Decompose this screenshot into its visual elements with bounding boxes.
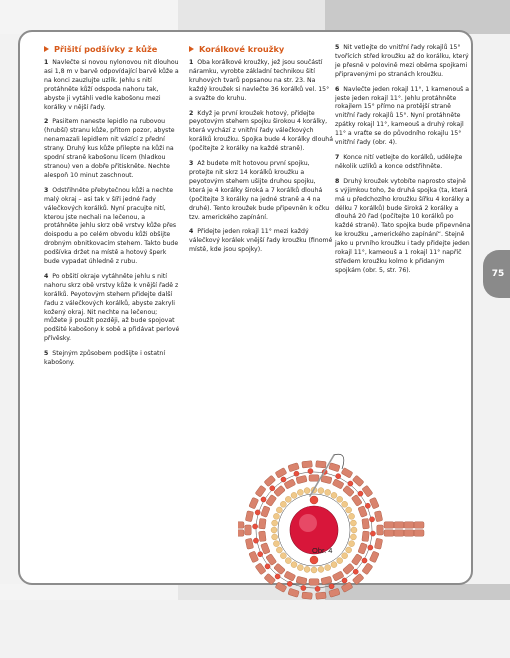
seed-bead-11 <box>294 471 299 476</box>
seed-bead-11 <box>253 524 258 529</box>
seed-bead-15 <box>346 507 352 513</box>
column-left <box>44 44 180 374</box>
cylinder-bead <box>274 563 286 574</box>
cylinder-bead <box>343 485 355 496</box>
seed-bead-15 <box>271 527 277 533</box>
seed-bead-11 <box>348 481 353 486</box>
seed-bead-11 <box>365 503 370 508</box>
seed-bead-11 <box>368 545 373 550</box>
connector-bead <box>404 522 414 528</box>
cylinder-bead <box>284 571 296 581</box>
seed-bead-15 <box>272 534 278 540</box>
seed-bead-11 <box>258 552 263 557</box>
cylinder-bead <box>296 576 307 585</box>
seed-bead-11 <box>261 497 266 502</box>
cylinder-bead <box>245 511 253 522</box>
seed-bead-15 <box>272 520 278 526</box>
cylinder-bead <box>358 543 368 555</box>
seed-bead-11 <box>281 477 286 482</box>
cylinder-bead <box>374 511 382 522</box>
section-heading-lining <box>44 44 180 54</box>
step-text: Druhý kroužek vytobíte naprosto stejně s výjimkou toho, že druhá spojka (ta, která má u předchozího kroužku šířku 4 korálky a délku 7 korálků) bude široká 2 korálky a dlouhá 20 řad (počítejte 10 korálků po každé straně). Tato spojka bude připevněna ke kroužku „amerického zapínání“. Stejně jako u prvního kroužku i tady přidejte jeden rokajl 11°, kameouš a 1 rokajl 11° napříč středem kroužku kolmo k přidaným spojkám (obr. 5, str. 76). <box>335 177 471 274</box>
heading-text: Korálkové kroužky <box>199 44 285 54</box>
instruction-step <box>189 59 333 104</box>
step-number: 2 <box>44 118 49 126</box>
cylinder-bead <box>369 551 379 563</box>
seed-bead-15 <box>351 527 357 533</box>
seed-bead-15 <box>325 489 331 495</box>
connector-bead <box>384 530 394 536</box>
seed-bead-15 <box>349 513 355 519</box>
seed-bead-11 <box>358 491 363 496</box>
seed-bead-11 <box>270 486 275 491</box>
seed-bead-15 <box>346 547 352 553</box>
cylinder-bead <box>362 531 370 542</box>
seed-bead-15 <box>304 566 310 572</box>
cylinder-bead <box>362 485 373 497</box>
seed-bead-15 <box>273 541 279 547</box>
figure-caption: Obr. 4 <box>312 546 333 555</box>
cylinder-bead <box>255 485 266 497</box>
cylinder-bead <box>275 468 287 479</box>
cylinder-bead <box>362 518 370 529</box>
cylinder-bead <box>377 525 383 535</box>
seed-bead-15 <box>297 489 303 495</box>
cylinder-bead <box>329 463 340 472</box>
background-band-top <box>0 0 510 34</box>
seed-bead-15 <box>276 547 282 553</box>
seed-bead-15 <box>280 553 286 559</box>
seed-bead-15 <box>342 501 348 507</box>
step-text: Navlečte jeden rokajl 11°, 1 kamenouš a jeste jeden rokajl 11°. Jehlu protáhněte rokajlem 15° přímo na protější straně vnitřní řady rokajlů 15°. Nyní protáhněte zpátky rokajl 11°, kameouš a druhý rokajl 11° a vraťte se do původního rokajlu 15° vnitřní řady (obr. 4). <box>335 85 470 147</box>
seed-bead-11 <box>275 574 280 579</box>
arrow-bullet-icon <box>44 46 49 52</box>
cylinder-bead <box>249 497 259 509</box>
connector-bead <box>414 530 424 536</box>
seed-bead-15 <box>331 492 337 498</box>
cylinder-bead <box>264 573 276 584</box>
instruction-step <box>44 350 180 368</box>
seed-bead-11 <box>287 581 292 586</box>
cylinder-bead <box>341 468 353 479</box>
cylinder-bead <box>332 479 344 489</box>
cylinder-bead <box>309 579 319 585</box>
connector-bead <box>394 522 404 528</box>
seed-bead-15 <box>337 558 343 564</box>
cylinder-bead <box>321 475 332 484</box>
step-number: 5 <box>44 350 49 358</box>
seed-bead-15 <box>297 565 303 571</box>
step-number: 3 <box>44 186 49 194</box>
seed-bead-15 <box>291 562 297 568</box>
instruction-step <box>189 110 333 155</box>
step-text: Oba korálkové kroužky, jež jsou součástí náramku, vyrobte základní technikou šití kruhových tvarů popsanou na str. 23. Na každý kroužek si navlečte 36 korálků vel. 15° a svažte do kruhu. <box>189 59 330 102</box>
instruction-step <box>189 228 333 255</box>
cylinder-bead <box>374 538 382 549</box>
seed-bead-15 <box>318 488 324 494</box>
page-number-tab: 75 <box>483 250 510 298</box>
step-number: 1 <box>44 59 49 66</box>
seed-bead-11 <box>255 510 260 515</box>
seed-bead-15 <box>285 558 291 564</box>
seed-bead-15 <box>331 562 337 568</box>
seed-bead-11 <box>253 538 258 543</box>
connector-bead <box>384 522 394 528</box>
seed-bead-11 <box>315 586 320 591</box>
seed-bead-11 <box>308 469 313 474</box>
cylinder-bead <box>362 563 373 575</box>
step-text: Pasiitem naneste lepidlo na rubovou (hrubší) stranu kůže, přitom pozor, abyste nenamazali lepidlem nit vázící z přední strany. Druhý kus kůže přilepte na kůži na spodní straně kabošonu lícem (hladkou stranou) ven a dobře přitiskněte. Nechte alespoň 10 minut zaschnout. <box>44 118 175 179</box>
seed-bead-11 <box>329 584 334 589</box>
seed-bead-11 <box>342 578 347 583</box>
center-seed-bead-bottom <box>310 556 318 564</box>
step-text: Až budete mít hotovou první spojku, protejte nit skrz 14 korálků kroužku a peyotovým stehem ušijte druhou spojku, která je 4 korálky široká a 7 korálků dlouhá (počítejte 3 korálky na jedné straně a 4 na druhé). Tento kroužek bude připevněn k očku tzv. amerického zapínání. <box>189 160 330 221</box>
step-text: Přidejte jeden rokajl 11° mezi každý válečkový korálek vnější řady kroužku (finomé místě, kde jsou spojky). <box>189 228 333 254</box>
cylinder-bead <box>316 461 327 468</box>
connector-bead <box>394 530 404 536</box>
seed-bead-11 <box>370 531 375 536</box>
cylinder-bead <box>255 563 266 575</box>
cylinder-bead <box>352 475 364 486</box>
step-number: 1 <box>189 59 194 66</box>
seed-bead-11 <box>301 585 306 590</box>
step-text: Odstřihněte přebytečnou kůži a nechte malý okraj – asi tak v šíři jedné řady válečkových korálků. Nyní pracujte nití, kterou jste nechali na lečenou, a protáhněte jehlu skrz obě vrstvy kůže přes doispodu a po celém obvodu kůži obšijte drobným obnitkovacím stehem. Takto bude podšívka držet na místě a hotový šperk bude vypadat úhledně z rubu. <box>44 186 179 266</box>
column-middle <box>189 44 333 261</box>
cylinder-bead <box>302 461 313 468</box>
cylinder-bead <box>261 506 271 518</box>
step-number: 7 <box>335 153 340 161</box>
cylinder-bead <box>275 582 287 593</box>
cylinder-bead <box>352 573 364 584</box>
seed-bead-15 <box>350 534 356 540</box>
step-number: 3 <box>189 160 194 168</box>
seed-bead-11 <box>265 564 270 569</box>
seed-bead-15 <box>291 492 297 498</box>
cylinder-bead <box>259 518 267 529</box>
arrow-bullet-icon <box>189 46 194 52</box>
cylinder-bead <box>341 582 353 593</box>
cylinder-bead <box>351 554 362 566</box>
seed-bead-11 <box>336 474 341 479</box>
seed-bead-11 <box>362 558 367 563</box>
instruction-step <box>44 59 180 112</box>
seed-bead-15 <box>350 520 356 526</box>
cylinder-bead <box>343 563 355 574</box>
cylinder-bead <box>296 475 307 484</box>
cylinder-bead <box>245 525 251 535</box>
instruction-step <box>335 86 471 148</box>
connector-bead <box>238 522 244 528</box>
connector-bead <box>404 530 414 536</box>
instruction-step <box>335 44 471 80</box>
step-text: Nit vetlejte do vnitřní řady rokajlů 15° tvořících střed kroužku až do korálku, který je přesně v polovině mezi oběma spojkami připravenými po stranách kroužku. <box>335 44 469 78</box>
step-text: Navlečte si novou nylonovou nit dlouhou asi 1,8 m v barvě odpovídající barvě kůže a na konci zauzlujte uzlík. Jehlu s nití protáhněte kůží odspoda nahoru tak, abyste ji vytáhli vedle kabošonu mezi korálky v nější řady. <box>44 59 179 111</box>
seed-bead-15 <box>276 507 282 513</box>
instruction-step <box>335 154 471 172</box>
instruction-step <box>335 178 471 276</box>
step-number: 4 <box>44 272 49 280</box>
seed-bead-15 <box>280 501 286 507</box>
seed-bead-15 <box>342 553 348 559</box>
beaded-ring-illustration <box>238 452 460 658</box>
cylinder-bead <box>245 538 253 549</box>
step-text: Konce nití vetlejte do korálků, udělejte několik uzlíků a konce odstřihněte. <box>335 153 463 170</box>
step-text: Stejným způsobem podšijte i ostatní kabošony. <box>44 350 166 367</box>
connector-bead <box>238 530 244 536</box>
column-right <box>335 44 471 282</box>
seed-bead-15 <box>285 496 291 502</box>
cylinder-bead <box>321 576 332 585</box>
seed-bead-11 <box>369 517 374 522</box>
cylinder-bead <box>309 475 319 481</box>
step-number: 8 <box>335 177 340 185</box>
seed-bead-15 <box>337 496 343 502</box>
seed-bead-15 <box>304 488 310 494</box>
cylinder-bead <box>249 551 259 563</box>
step-number: 6 <box>335 85 340 93</box>
cylinder-bead <box>264 475 276 486</box>
center-seed-bead-top <box>310 496 318 504</box>
cylinder-bead <box>369 497 379 509</box>
instruction-step <box>44 273 180 344</box>
heading-text: Přišití podšívky z kůže <box>54 44 158 54</box>
cylinder-bead <box>302 592 313 599</box>
cylinder-bead <box>259 531 267 542</box>
section-heading-rings <box>189 44 333 54</box>
cylinder-bead <box>274 485 286 496</box>
center-bead-highlight <box>299 514 317 532</box>
cylinder-bead <box>329 588 340 597</box>
seed-bead-15 <box>318 566 324 572</box>
seed-bead-15 <box>273 513 279 519</box>
step-text: Když je první kroužek hotový, přidejte peyotovým stehem spojku širokou 4 korálky, která vychází z vnitřní řady válečkových korálků kroužku. Spojka bude 4 korálky dlouhá (počítejte 2 korálky na každé straně). <box>189 109 333 153</box>
step-number: 4 <box>189 228 194 236</box>
instruction-step <box>189 160 333 222</box>
step-number: 5 <box>335 44 340 51</box>
seed-bead-15 <box>325 565 331 571</box>
seed-bead-15 <box>349 541 355 547</box>
seed-bead-11 <box>353 569 358 574</box>
cylinder-bead <box>316 592 327 599</box>
instruction-step <box>44 187 180 267</box>
step-number: 2 <box>189 109 194 117</box>
seed-bead-15 <box>311 567 317 573</box>
connector-bead <box>414 522 424 528</box>
step-text: Po obšití okraje vytáhněte jehlu s nití nahoru skrz obě vrstvy kůže k vnější řadě z korálků. Peyotovým stehem přidejte další řadu z válečkových korálků, abyste zakryli kožený okraj. Nit nechte na lečenou; můžete ji použít později, až bude spojovat podšité kabošony k sobě a přidávat perlové přívěsky. <box>44 272 180 343</box>
cylinder-bead <box>288 463 299 472</box>
instruction-step <box>44 118 180 180</box>
cylinder-bead <box>266 495 277 507</box>
cylinder-bead <box>288 588 299 597</box>
